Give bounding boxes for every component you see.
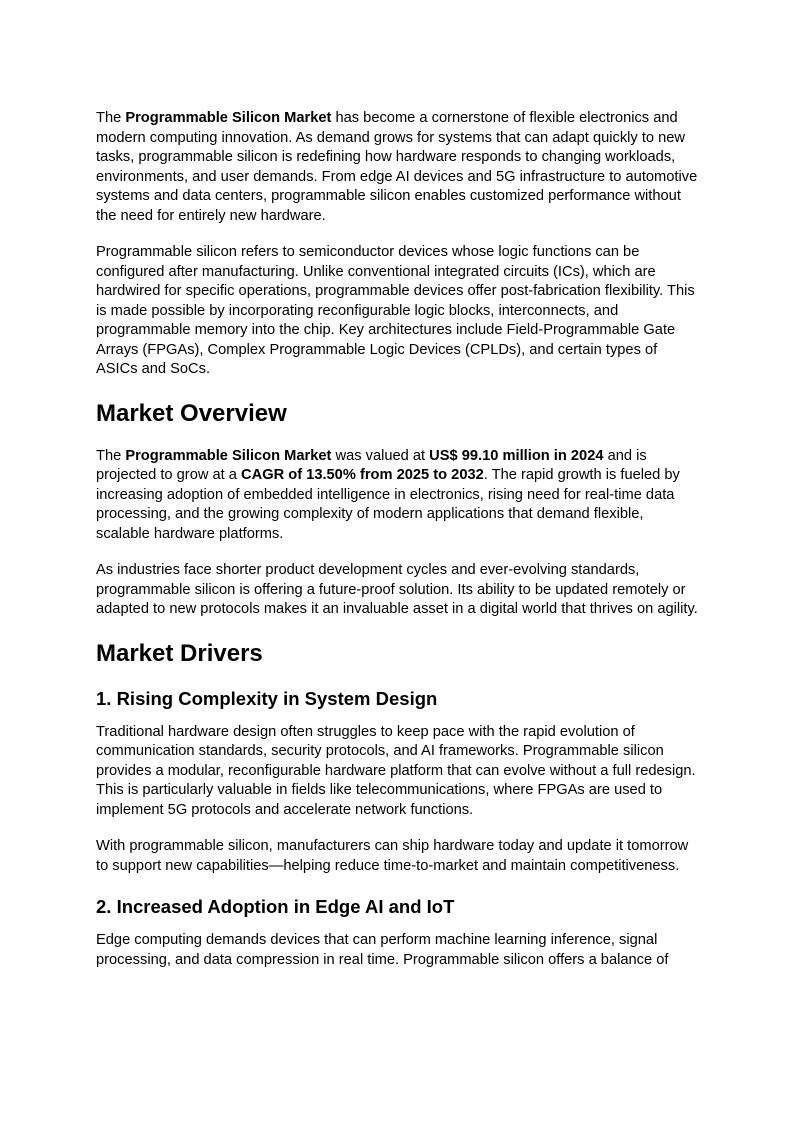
text-run: Programmable silicon refers to semiconductor devices whose logic functions can be configured after manufacturing. Unlike conventional integrated circuits (ICs), which are hardwired for specific operations, programmable devices offer post-fabrication flexibility. This is made possible by incorporating reconfigurable logic blocks, interconnects, and programmable memory into the chip. Key architectures include Field-Programmable Gate Arrays (FPGAs), Complex Programmable Logic Devices (CPLDs), and certain types of ASICs and SoCs.	[96, 244, 695, 377]
text-run: was valued at	[331, 447, 430, 464]
driver-2-paragraph-1	[96, 931, 698, 970]
text-run: Traditional hardware design often struggles to keep pace with the rapid evolution of communication standards, security protocols, and AI frameworks. Programmable silicon provides a modular, reconfigurable hardware platform that can evolve without a full redesign. This is particularly valuable in fields like telecommunications, where FPGAs are used to implement 5G protocols and accelerate network functions.	[96, 723, 696, 818]
text-run-bold: Programmable Silicon Market	[125, 447, 332, 464]
text-run: With programmable silicon, manufacturers can ship hardware today and update it tomorrow to support new capabilities—helping reduce time-to-market and maintain competitiveness.	[96, 838, 689, 874]
text-run: The	[96, 447, 126, 464]
market-overview-paragraph-2	[96, 561, 698, 620]
text-run-bold: US$ 99.10 million in 2024	[429, 447, 604, 464]
text-run: The	[96, 110, 126, 126]
text-run: has become a cornerstone of flexible electronics and modern computing innovation. As demand grows for systems that can adapt quickly to new tasks, programmable silicon is redefining how hardware responds to changing workloads, environments, and user demands. From edge AI devices and 5G infrastructure to automotive systems and data centers, programmable silicon enables customized performance without the need for entirely new hardware.	[96, 110, 698, 224]
market-overview-paragraph-1	[96, 447, 698, 545]
driver-1-paragraph-1	[96, 723, 698, 821]
subheading-driver-1: 1. Rising Complexity in System Design	[96, 687, 438, 709]
heading-market-drivers: Market Drivers	[96, 639, 263, 667]
intro-paragraph-2	[96, 243, 698, 380]
text-run: Edge computing demands devices that can perform machine learning inference, signal processing, and data compression in real time. Programmable silicon offers a balance of	[96, 932, 669, 968]
text-run: . The rapid growth is fueled by increasing adoption of embedded intelligence in electronics, rising need for real-time data processing, and the growing complexity of modern applications that demand flexible, scalable hardware platforms.	[96, 467, 680, 542]
intro-paragraph-1	[96, 109, 698, 226]
subheading-driver-2: 2. Increased Adoption in Edge AI and IoT	[96, 896, 455, 917]
text-run: and is projected to grow at a	[96, 447, 647, 483]
text-run-bold: CAGR of 13.50% from 2025 to 2032	[241, 467, 484, 483]
driver-1-paragraph-2	[96, 837, 698, 876]
text-run-bold: Programmable Silicon Market	[125, 110, 332, 126]
text-run: As industries face shorter product development cycles and ever-evolving standards, programmable silicon is offering a future-proof solution. Its ability to be updated remotely or adapted to new protocols makes it an invaluable asset in a digital world that thrives on agility.	[96, 562, 698, 617]
heading-market-overview: Market Overview	[96, 399, 287, 427]
